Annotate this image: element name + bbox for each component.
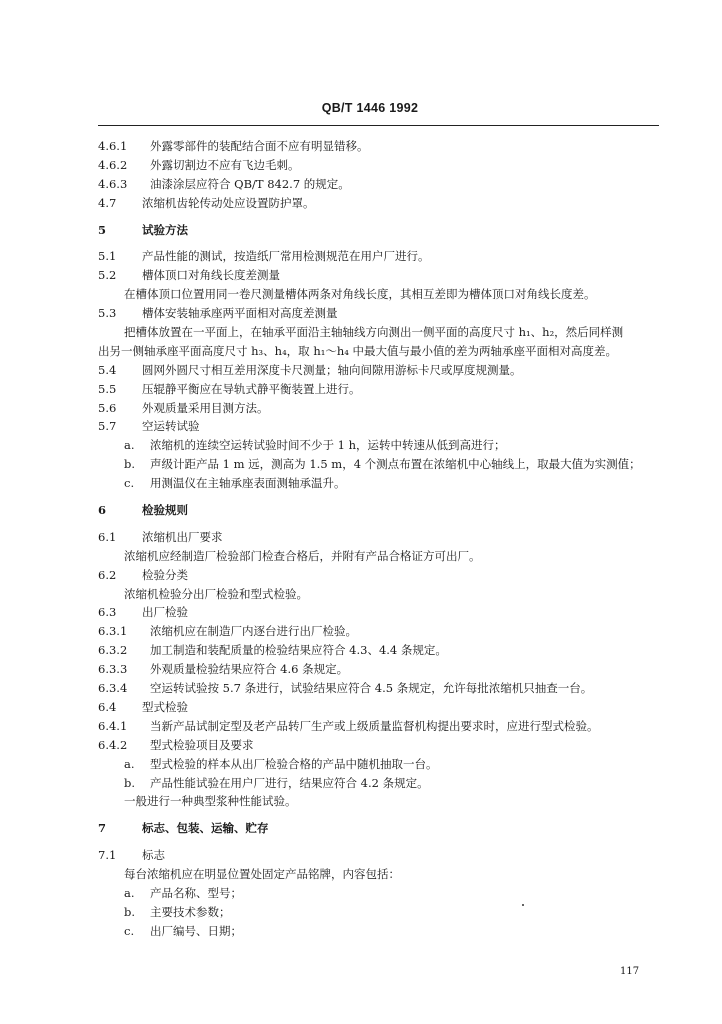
clause-text: 试验方法 [142,222,188,237]
list-marker: a. [124,885,135,900]
text-line [98,436,658,455]
clause-text: 主要技术参数； [150,904,231,919]
clause-number: 6.1 [98,529,117,544]
standard-header: QB/T 1446 1992 [321,101,419,115]
clause-number: 6.3.2 [98,643,128,658]
text-line [98,547,658,566]
clause-text: 产品性能试验在用户厂进行，结果应符合 4.2 条规定。 [150,775,429,790]
text-line [98,679,658,698]
clause-text: 在槽体顶口位置用同一卷尺测量槽体两条对角线长度，其相互差即为槽体顶口对角线长度差。 [124,287,596,302]
text-line [98,361,658,380]
section-gap [98,811,658,819]
text-line [98,774,658,793]
text-line [98,622,658,641]
section-heading [98,501,658,520]
text-line [98,865,658,884]
section-gap [98,520,658,528]
clause-number: 6.4.2 [98,737,128,752]
clause-number: 6.3 [98,605,117,620]
clause-text: 压辊静平衡应在导轨式静平衡装置上进行。 [142,381,361,396]
clause-number: 6.4.1 [98,718,128,733]
clause-text: 浓缩机出厂要求 [142,529,223,544]
clause-number: 5.1 [98,249,117,264]
stray-dot [522,904,524,906]
text-line [98,698,658,717]
clause-number: 6 [98,503,107,518]
text-line [98,156,658,175]
text-line [98,903,658,922]
clause-text: 浓缩机检验分出厂检验和型式检验。 [124,586,308,601]
clause-text: 型式检验 [142,699,188,714]
clause-number: 5.4 [98,362,117,377]
text-line [98,137,658,156]
section-gap [98,493,658,501]
clause-text: 一般进行一种典型浆种性能试验。 [124,794,297,809]
page-number: 117 [620,966,640,977]
list-marker: b. [124,457,136,472]
list-marker: b. [124,775,136,790]
text-line [98,175,658,194]
header-rule [98,125,659,126]
text-line [98,660,658,679]
clause-text: 槽体顶口对角线长度差测量 [142,268,280,283]
clause-text: 产品性能的测试，按造纸厂常用检测规范在用户厂进行。 [142,249,430,264]
clause-text: 检验规则 [142,503,188,518]
list-marker: c. [124,476,135,491]
clause-number: 4.6.3 [98,176,128,191]
clause-text: 标志 [142,848,165,863]
clause-text: 外露切割边不应有飞边毛刺。 [150,157,300,172]
text-line [98,380,658,399]
document-body [98,137,658,941]
text-line [98,922,658,941]
text-line [98,474,658,493]
clause-text: 外露零部件的装配结合面不应有明显错移。 [150,139,369,153]
clause-text: 空运转试验按 5.7 条进行，试验结果应符合 4.5 条规定，允许每批浓缩机只抽查一台。 [150,681,593,696]
clause-number: 5.2 [98,268,117,283]
clause-text: 浓缩机齿轮传动处应设置防护罩。 [142,195,315,210]
text-line [98,755,658,774]
clause-text: 外观质量采用目测方法。 [142,400,269,415]
clause-number: 6.3.3 [98,662,128,677]
text-line [98,194,658,213]
list-marker: b. [124,904,136,919]
clause-text: 出另一侧轴承座平面高度尺寸 h₃、h₄，取 h₁～h₄ 中最大值与最小值的差为两轴承座平面相对高度差。 [98,343,618,358]
clause-text: 声级计距产品 1 m 远，测高为 1.5 m，4 个测点布置在浓缩机中心轴线上，取最大值为实测值； [150,457,641,472]
text-line [98,846,658,865]
section-gap [98,213,658,221]
text-line [98,566,658,585]
clause-text: 用测温仪在主轴承座表面测轴承温升。 [150,476,346,491]
text-line [98,585,658,604]
text-line [98,603,658,622]
text-line [98,641,658,660]
list-marker: c. [124,923,135,938]
clause-text: 外观质量检验结果应符合 4.6 条规定。 [150,662,349,677]
clause-text: 加工制造和装配质量的检验结果应符合 4.3、4.4 条规定。 [150,643,447,658]
text-line [98,884,658,903]
text-line [98,285,658,304]
text-line [98,455,658,474]
section-heading [98,819,658,838]
clause-text: 产品名称、型号； [150,885,242,900]
list-marker: a. [124,438,135,453]
clause-text: 检验分类 [142,567,188,582]
clause-text: 出厂检验 [142,605,188,620]
text-line [98,736,658,755]
clause-number: 6.3.4 [98,681,128,696]
text-line [98,417,658,436]
list-marker: a. [124,756,135,771]
clause-number: 5 [98,222,107,237]
clause-number: 4.6.2 [98,157,128,172]
clause-text: 出厂编号、日期； [150,923,242,938]
clause-text: 浓缩机应在制造厂内逐台进行出厂检验。 [150,624,357,639]
text-line [98,266,658,285]
clause-text: 空运转试验 [142,419,200,434]
clause-text: 标志、包装、运输、贮存 [142,821,269,836]
clause-number: 6.2 [98,567,117,582]
text-line [98,323,658,342]
section-gap [98,838,658,846]
clause-text: 浓缩机的连续空运转试验时间不少于 1 h，运转中转速从低到高进行； [150,438,506,453]
clause-text: 型式检验的样本从出厂检验合格的产品中随机抽取一台。 [150,756,438,771]
clause-text: 每台浓缩机应在明显位置处固定产品铭牌，内容包括： [124,867,400,882]
clause-number: 5.6 [98,400,117,415]
text-line [98,399,658,418]
clause-number: 7.1 [98,848,117,863]
section-heading [98,221,658,240]
clause-number: 5.5 [98,381,117,396]
section-gap [98,239,658,247]
clause-text: 槽体安装轴承座两平面相对高度差测量 [142,306,338,321]
text-line [98,304,658,323]
clause-text: 当新产品试制定型及老产品转厂生产或上级质量监督机构提出要求时，应进行型式检验。 [150,718,599,733]
clause-number: 4.7 [98,195,117,210]
text-line [98,247,658,266]
clause-number: 5.7 [98,419,117,434]
clause-number: 6.3.1 [98,624,128,639]
clause-text: 圆网外圆尺寸相互差用深度卡尺测量；轴向间隙用游标卡尺或厚度规测量。 [142,362,522,377]
text-line [98,342,658,361]
clause-number: 6.4 [98,699,117,714]
clause-number: 7 [98,821,107,836]
clause-text: 油漆涂层应符合 QB/T 842.7 的规定。 [150,176,350,191]
clause-text: 把槽体放置在一平面上，在轴承平面沿主轴轴线方向测出一侧平面的高度尺寸 h₁、h₂，然后同样测 [124,325,624,340]
clause-text: 型式检验项目及要求 [150,737,254,752]
text-line [98,717,658,736]
text-line [98,792,658,811]
text-line [98,528,658,547]
clause-number: 5.3 [98,306,117,321]
clause-text: 浓缩机应经制造厂检验部门检查合格后，并附有产品合格证方可出厂。 [124,548,481,563]
clause-number: 4.6.1 [98,139,128,153]
